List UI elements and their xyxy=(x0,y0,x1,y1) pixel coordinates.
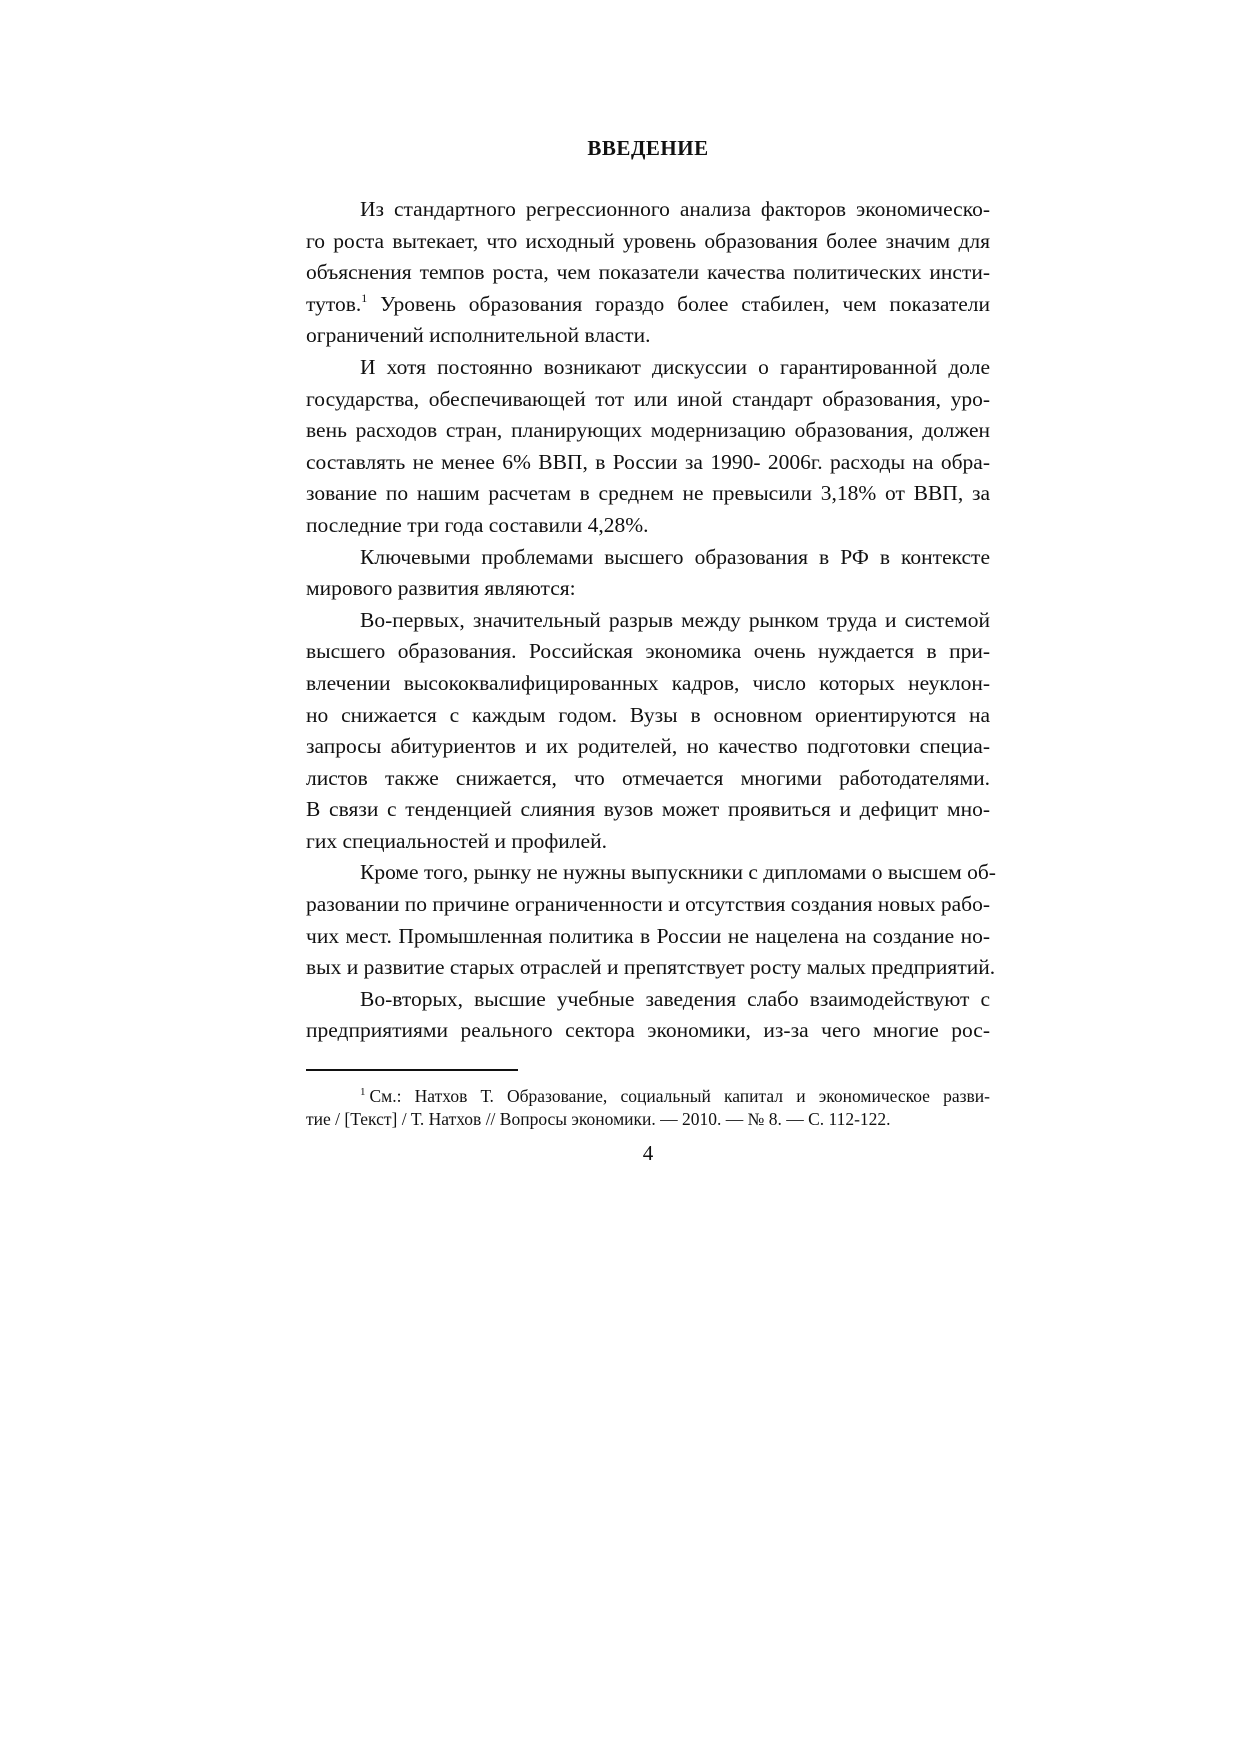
footnote xyxy=(306,1085,990,1131)
paragraph-4 xyxy=(306,605,990,858)
text-line: листов также снижается, что отмечается многими работодателями. xyxy=(306,765,990,790)
text-line: зование по нашим расчетам в среднем не превысили 3,18% от ВВП, за xyxy=(306,481,990,506)
text-line-with-footnote-ref xyxy=(306,289,990,321)
text-line: Ключевыми проблемами высшего образования в РФ в контексте xyxy=(360,544,990,569)
footnote-marker: 1 xyxy=(360,1086,366,1098)
text-line: В связи с тенденцией слияния вузов может проявиться и дефицит мно- xyxy=(306,797,990,822)
text-line: Во-первых, значительный разрыв между рынком труда и системой xyxy=(360,607,990,632)
paragraph-5 xyxy=(306,857,996,983)
footnote-divider xyxy=(306,1069,518,1071)
text-line: Во-вторых, высшие учебные заведения слабо взаимодействуют с xyxy=(360,986,990,1011)
text-line: объяснения темпов роста, чем показатели качества политических инсти- xyxy=(306,260,990,285)
text-line: Из стандартного регрессионного анализа факторов экономическо- xyxy=(360,197,990,221)
section-heading: ВВЕДЕНИЕ xyxy=(587,136,709,160)
text-line: го роста вытекает, что исходный уровень образования более значим для xyxy=(306,228,990,253)
text-fragment: тутов. xyxy=(306,291,362,316)
text-line: гих специальностей и профилей. xyxy=(306,828,607,853)
text-fragment: Уровень образования гораздо более стабилен, чем показатели xyxy=(367,291,990,316)
text-line: мирового развития являются: xyxy=(306,576,576,601)
footnote-line: тие / [Текст] / Т. Натхов // Вопросы экономики. — 2010. — № 8. — С. 112-122. xyxy=(306,1109,891,1129)
text-line: но снижается с каждым годом. Вузы в основном ориентируются на xyxy=(306,702,990,727)
text-line: вых и развитие старых отраслей и препятствует росту малых предприятий. xyxy=(306,955,996,980)
body-text xyxy=(306,194,996,1047)
footnote-reference[interactable]: 1 xyxy=(361,290,368,305)
text-line: последние три года составили 4,28%. xyxy=(306,512,649,537)
text-line: высшего образования. Российская экономика очень нуждается в при- xyxy=(306,639,990,664)
text-line: Кроме того, рынку не нужны выпускники с дипломами о высшем об- xyxy=(360,860,996,885)
text-line: запросы абитуриентов и их родителей, но качество подготовки специа- xyxy=(306,734,990,759)
text-line: составлять не менее 6% ВВП, в России за 1990- 2006г. расходы на обра- xyxy=(306,449,990,474)
text-line: ограничений исполнительной власти. xyxy=(306,323,651,348)
text-line: чих мест. Промышленная политика в России не нацелена на создание но- xyxy=(306,923,990,948)
footnote-text: См.: Натхов Т. Образование, социальный капитал и экономическое разви- xyxy=(369,1086,990,1106)
page-number: 4 xyxy=(642,1141,654,1165)
text-line: предприятиями реального сектора экономики, из-за чего многие рос- xyxy=(306,1018,990,1043)
paragraph-2 xyxy=(306,352,990,542)
paragraph-3 xyxy=(306,542,990,605)
text-line: влечении высококвалифицированных кадров, число которых неуклон- xyxy=(306,670,990,695)
paragraph-6 xyxy=(306,984,990,1047)
footnote-line xyxy=(306,1085,990,1108)
text-line: государства, обеспечивающей тот или иной стандарт образования, уро- xyxy=(306,386,990,411)
text-line: И хотя постоянно возникают дискуссии о гарантированной доле xyxy=(360,354,990,379)
text-line: вень расходов стран, планирующих модернизацию образования, должен xyxy=(306,418,990,443)
text-line: разовании по причине ограниченности и отсутствия создания новых рабо- xyxy=(306,892,991,917)
paragraph-1 xyxy=(306,194,990,352)
